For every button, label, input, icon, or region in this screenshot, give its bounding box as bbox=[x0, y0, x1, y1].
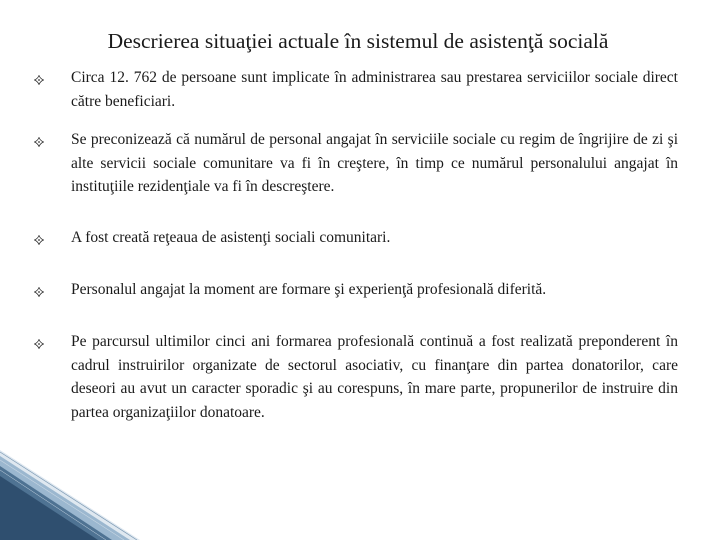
bullet-text: Se preconizează că numărul de personal angajat în serviciile sociale cu regim de îngrijire de zi şi alte servicii sociale comunitare va fi în creştere, în timp ce numărul personalului angajat în instituţiile rezidenţiale va fi în descreştere. bbox=[71, 131, 678, 195]
list-item bbox=[34, 330, 684, 424]
list-item bbox=[34, 278, 684, 302]
four-leaf-bullet-icon bbox=[34, 72, 44, 82]
bullet-text: Circa 12. 762 de persoane sunt implicate în administrarea sau prestarea serviciilor sociale direct către beneficiari. bbox=[71, 69, 678, 110]
four-leaf-bullet-icon bbox=[34, 134, 44, 144]
four-leaf-bullet-icon bbox=[34, 336, 44, 346]
list-item bbox=[34, 128, 684, 199]
list-item bbox=[34, 66, 684, 113]
four-leaf-bullet-icon bbox=[34, 232, 44, 242]
bullet-text: Pe parcursul ultimilor cinci ani formarea profesională continuă a fost realizată preponderent în cadrul instruirilor organizate de sectorul asociativ, cu finanţare din partea donatorilor, care deseori au avut un caracter sporadic şi au corespuns, în mare parte, propunerilor de instruire din partea organizaţiilor donatoare. bbox=[71, 333, 678, 421]
bullet-text: A fost creată reţeaua de asistenţi sociali comunitari. bbox=[71, 229, 391, 246]
slide-title: Descrierea situaţiei actuale în sistemul de asistenţă socială bbox=[107, 29, 609, 53]
list-item bbox=[34, 226, 684, 250]
corner-decoration bbox=[0, 450, 140, 540]
bullet-text: Personalul angajat la moment are formare şi experienţă profesională diferită. bbox=[71, 281, 547, 298]
four-leaf-bullet-icon bbox=[34, 284, 44, 294]
